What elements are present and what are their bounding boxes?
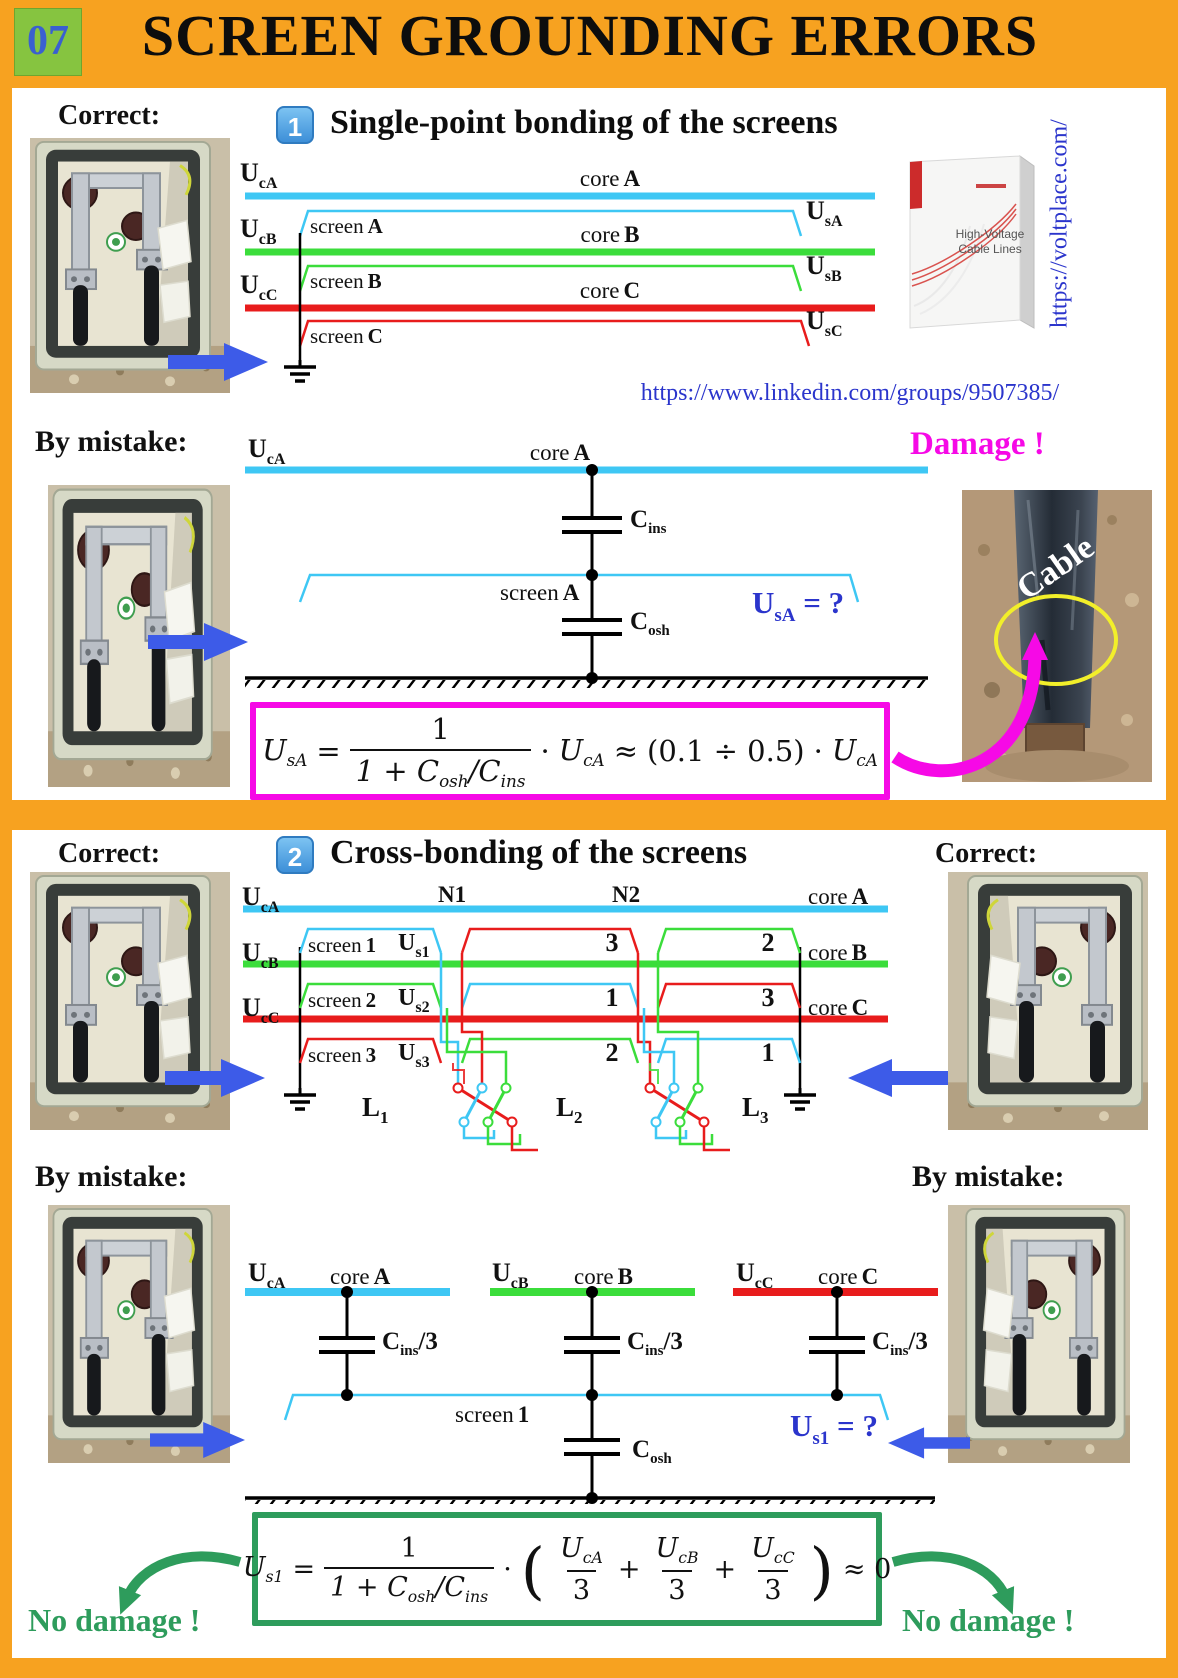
coreA-label: core A (579, 166, 641, 191)
formula2: $U_{s1}$ = $\frac{1}{1 + C_{osh}/C_{ins}}$ · ( $\frac{U_{cA}}{3}$ + $\frac{U_{cB}}{3}$ + $\frac{U_{cC}}{3}$ ) ≈ 0 (242, 1532, 892, 1607)
coreA-label-circuit1: core A (529, 440, 591, 465)
usA-label: $U_{sA}$ (806, 196, 843, 230)
book-title-line1: High-Voltage (955, 227, 1025, 241)
coreB-label: core B (580, 222, 640, 247)
book-title-line2: Cable Lines (958, 242, 1022, 256)
us2-label: $U_{s2}$ (398, 985, 430, 1016)
cable-caption: Cable (1010, 528, 1101, 608)
screenA-label-circuit1: screen A (500, 580, 580, 605)
screen2-label: screen 2 (308, 988, 377, 1012)
coreB-label-s2: core B (808, 940, 867, 965)
coreC-label-s2: core C (808, 995, 869, 1020)
voltplace-link[interactable]: https://voltplace.com/ (1046, 119, 1073, 328)
right-screen2-number: 3 (761, 983, 775, 1012)
link-box-L2-label: $L_2$ (556, 1092, 583, 1127)
cabinet-photo-correct-s2-right (948, 872, 1148, 1130)
ucA-label-s2: $U_{cA}$ (242, 882, 280, 916)
blue-arrow-s2-mistake-right (888, 1424, 970, 1462)
mistake-label-s1: By mistake: (35, 425, 188, 458)
coreC-label-circuit2: core C (818, 1264, 879, 1289)
us1-question: $U_{s1}$ = ? (790, 1408, 878, 1449)
cins3-label-c: $C_{ins}/3$ (872, 1328, 928, 1359)
damage-arrow (885, 622, 1065, 792)
screenA-label: screen A (310, 214, 383, 238)
screenB-label: screen B (310, 269, 382, 293)
ucC-label-s2: $U_{cC}$ (242, 993, 280, 1027)
right-screen3-number: 1 (761, 1038, 775, 1067)
ucA-label-circuit1: $U_{cA}$ (248, 434, 286, 468)
n1-label: N1 (438, 882, 467, 907)
screen1-label-circuit2: screen 1 (455, 1402, 530, 1427)
poster-title: SCREEN GROUNDING ERRORS (141, 3, 1039, 68)
blue-arrow-s1-mistake (148, 622, 248, 662)
mistake-label-s2-right: By mistake: (912, 1160, 1065, 1193)
formula1: $U_{sA}$ = $\frac{1}{1 + C_{osh}/C_{ins}}$ · $U_{cA}$ ≈ (0.1 ÷ 0.5) · $U_{cA}$ (262, 711, 878, 791)
mid-screen1-number: 3 (605, 928, 619, 957)
usB-label: $U_{sB}$ (806, 251, 842, 285)
book-graphic (900, 146, 1040, 336)
us3-label: $U_{s3}$ (398, 1040, 430, 1071)
coreB-label-circuit2: core B (574, 1264, 633, 1289)
usA-question: $U_{sA}$ = ? (752, 585, 845, 626)
blue-arrow-s2-left (165, 1058, 265, 1098)
no-damage-label-right: No damage ! (902, 1602, 1075, 1638)
screenC-label: screen C (310, 324, 383, 348)
cosh-label: $C_{osh}$ (630, 608, 670, 639)
blue-arrow-s1-top (168, 342, 268, 382)
coreC-label: core C (579, 278, 641, 303)
cins3-label-b: $C_{ins}/3$ (627, 1328, 683, 1359)
blue-arrow-s2-mistake-left (150, 1420, 245, 1460)
ucB-label-circuit2: $U_{cB}$ (492, 1258, 529, 1292)
mistake-label-s2-left: By mistake: (35, 1160, 188, 1193)
section1-title: Single-point bonding of the screens (330, 104, 838, 141)
us1-label: $U_{s1}$ (398, 930, 430, 961)
ucC-label: $U_{cC}$ (240, 270, 278, 304)
coreA-label-circuit2: core A (330, 1264, 391, 1289)
formula1-box (250, 702, 890, 800)
ucC-label-circuit2: $U_{cC}$ (736, 1258, 774, 1292)
single-phase-circuit (240, 432, 940, 688)
cins3-label-a: $C_{ins}/3$ (382, 1328, 438, 1359)
ucB-label-s2: $U_{cB}$ (242, 938, 279, 972)
correct-label-s1: Correct: (58, 100, 161, 131)
right-screen1-number: 2 (761, 928, 775, 957)
section2-title: Cross-bonding of the screens (330, 834, 748, 871)
screen1-label: screen 1 (308, 933, 377, 957)
linkedin-link[interactable]: https://www.linkedin.com/groups/9507385/ (640, 380, 1060, 406)
blue-arrow-s2-right (848, 1058, 948, 1098)
section2-badge: 2 (276, 836, 314, 874)
correct-label-s2-right: Correct: (935, 838, 1038, 869)
ucA-label: $U_{cA}$ (240, 158, 278, 192)
damage-label: Damage ! (910, 426, 1045, 462)
formula2-box (242, 1512, 892, 1626)
mid-screen2-number: 1 (605, 983, 619, 1012)
cabinet-photo-mistake-s2-right (948, 1205, 1130, 1463)
ucB-label: $U_{cB}$ (240, 214, 277, 248)
correct-label-s2-left: Correct: (58, 838, 161, 869)
coreA-label-s2: core A (808, 884, 869, 909)
screen3-label: screen 3 (308, 1043, 377, 1067)
cins-label: $C_{ins}$ (630, 506, 667, 537)
ucA-label-circuit2: $U_{cA}$ (248, 1258, 286, 1292)
issue-number-badge: 07 (14, 8, 82, 76)
section1-badge: 1 (276, 106, 314, 144)
link-box-L1-label: $L_1$ (362, 1092, 389, 1127)
no-damage-label-left: No damage ! (28, 1602, 201, 1638)
mid-screen3-number: 2 (605, 1038, 619, 1067)
link-box-L3-label: $L_3$ (742, 1092, 769, 1127)
usC-label: $U_{sC}$ (806, 306, 843, 340)
cosh-label-circuit2: $C_{osh}$ (632, 1436, 672, 1467)
n2-label: N2 (612, 882, 641, 907)
